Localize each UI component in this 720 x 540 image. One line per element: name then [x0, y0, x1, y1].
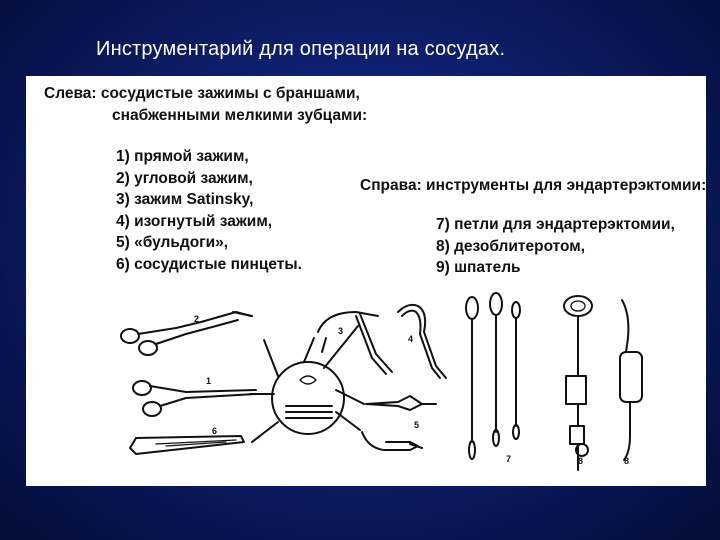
left-heading-line1: Слева: сосудистые зажимы с браншами, [44, 85, 360, 102]
list-item: 7) петли для эндартерэктомии, [436, 216, 675, 233]
bulldog-clamp-lower-drawing [362, 432, 422, 450]
curved-clamp-drawing [398, 305, 446, 378]
label-2: 2 [194, 314, 200, 324]
left-heading-line2: снабженными мелкими зубцами: [112, 107, 368, 124]
bulldog-clamp-drawing [366, 396, 436, 410]
straight-clamp-drawing [133, 381, 256, 416]
list-item: 8) дезоблитеротом, [436, 237, 586, 255]
label-8a: 8 [578, 456, 584, 466]
vascular-forceps-drawing [130, 436, 244, 454]
illustration-panel [26, 76, 706, 486]
satinsky-clamp-drawing [318, 312, 392, 374]
label-7: 7 [506, 454, 512, 464]
list-item: 6) сосудистые пинцеты. [116, 255, 302, 273]
label-1: 1 [206, 376, 212, 386]
slide-title: Инструментарий для операции на сосудах. [96, 38, 506, 60]
jaw-detail-circle [272, 362, 344, 434]
spatula-drawing [620, 300, 642, 460]
label-9: 8 [624, 456, 630, 466]
list-item: 3) зажим Satinsky, [116, 191, 254, 209]
instruments-illustration [26, 76, 706, 486]
list-item: 2) угловой зажим, [116, 169, 253, 187]
label-3: 3 [338, 326, 344, 336]
label-4: 4 [408, 334, 414, 344]
list-item: 5) «бульдоги», [116, 234, 229, 252]
label-5: 5 [414, 420, 420, 430]
desobliterotome-drawing [564, 296, 592, 470]
right-heading: Справа: инструменты для эндартерэктомии: [360, 177, 707, 194]
endarterectomy-loops-drawing [466, 293, 520, 459]
label-6: 6 [212, 426, 218, 436]
angled-clamp-drawing [121, 312, 252, 355]
list-item: 9) шпатель [436, 259, 521, 277]
list-item: 1) прямой зажим, [116, 148, 249, 165]
list-item: 4) изогнутый зажим, [116, 212, 273, 230]
